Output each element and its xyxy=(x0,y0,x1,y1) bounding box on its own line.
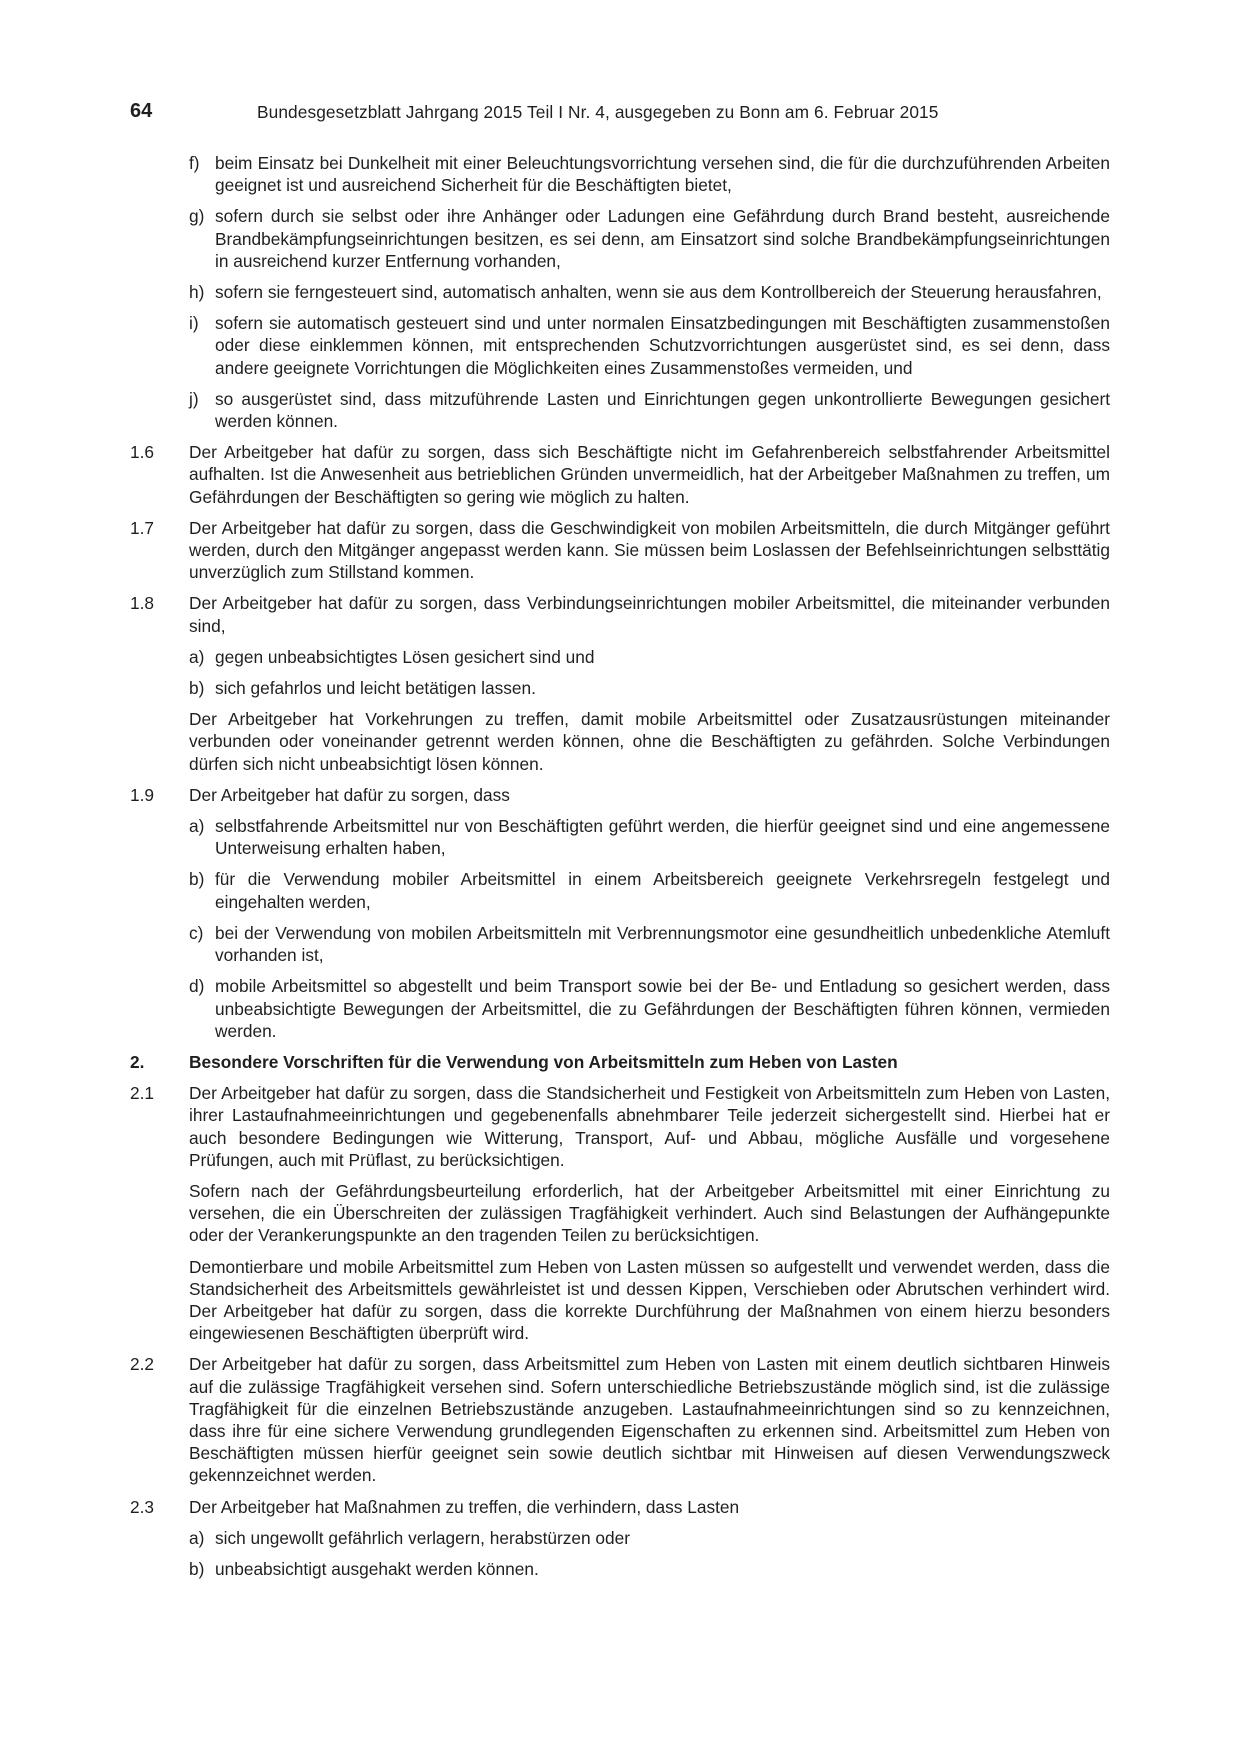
section-number: 1.7 xyxy=(130,517,155,538)
section-1-7 xyxy=(130,517,1110,584)
section-1-8 xyxy=(130,592,1110,636)
list-item-label: j) xyxy=(189,388,199,409)
list-item xyxy=(189,152,1110,196)
section-text: Der Arbeitgeber hat Maßnahmen zu treffen, die verhindern, dass Lasten xyxy=(189,1496,740,1517)
section-2-2 xyxy=(130,1353,1110,1486)
list-item-label: f) xyxy=(189,153,200,173)
list-item-label: h) xyxy=(189,282,205,303)
list-item xyxy=(189,312,1110,379)
section-number: 2. xyxy=(130,1051,145,1072)
list-item-text: gegen unbeabsichtigtes Lösen gesichert sind und xyxy=(215,646,595,667)
list-item-label: b) xyxy=(189,869,205,890)
list-item-text: sich gefahrlos und leicht betätigen lassen. xyxy=(215,678,536,699)
list-item-label: g) xyxy=(189,206,205,227)
section-text: Der Arbeitgeber hat dafür zu sorgen, dass sich Beschäftigte nicht im Gefahrenbereich selbstfahrender Arbeitsmittel aufhalten. Ist die Anwesenheit aus betrieblichen Gründen unvermeidlich, hat der Arbeitgeber Maßnahmen zu treffen, um Gefährdungen der Beschäftigten so gering wie möglich zu halten. xyxy=(189,442,1110,507)
section-number: 1.6 xyxy=(130,442,155,463)
list-item-label: a) xyxy=(189,646,205,667)
list-item-text: beim Einsatz bei Dunkelheit mit einer Beleuchtungsvorrichtung versehen sind, die für die durchzuführenden Arbeiten geeignet ist und ausreichend Sicherheit für die Beschäftigten bietet, xyxy=(215,153,1110,196)
list-item xyxy=(189,1527,1110,1549)
section-paragraph: Sofern nach der Gefährdungsbeurteilung erforderlich, hat der Arbeitgeber Arbeitsmittel mit einer Einrichtung zu versehen, die ein Überschreiten der zulässigen Tragfähigkeit verhindert. Auch sind Belastungen der Aufhängepunkte oder der Verankerungspunkte an den tragenden Teilen zu berücksichtigen. xyxy=(189,1180,1110,1246)
list-item-text: sofern sie ferngesteuert sind, automatisch anhalten, wenn sie aus dem Kontrollbereich der Steuerung herausfahren, xyxy=(215,282,1102,303)
section-text: Der Arbeitgeber hat dafür zu sorgen, dass Arbeitsmittel zum Heben von Lasten mit einem deutlich sichtbaren Hinweis auf die zulässige Tragfähigkeit versehen sind. Sofern unterschiedliche Betriebszustände möglich sind, ist die zulässige Tragfähigkeit für die einzelnen Betriebszustände anzugeben. Lastaufnahmeeinrichtungen sind so zu kennzeichnen, dass ihre für eine sichere Verwendung grundlegenden Eigenschaften zu erkennen sind. Arbeitsmittel zum Heben von Beschäftigten müssen hierfür geeignet sein sowie deutlich sichtbar mit Hinweisen auf diesen Verwendungszweck gekennzeichnet werden. xyxy=(189,1354,1110,1486)
list-item xyxy=(189,388,1110,432)
list-item xyxy=(189,677,1110,699)
list-item-text: bei der Verwendung von mobilen Arbeitsmitteln mit Verbrennungsmotor eine gesundheitlich unbedenkliche Atemluft vorhanden ist, xyxy=(215,922,1110,966)
section-2-1 xyxy=(130,1082,1110,1171)
section-heading xyxy=(130,1051,1110,1073)
list-item-label: i) xyxy=(189,313,199,334)
list-item-label: c) xyxy=(189,922,204,943)
document-body xyxy=(130,152,1110,1580)
list-item-label: a) xyxy=(189,816,205,837)
list-item-text: unbeabsichtigt ausgehakt werden können. xyxy=(215,1558,539,1579)
section-1-6 xyxy=(130,441,1110,508)
section-text: Der Arbeitgeber hat dafür zu sorgen, dass Verbindungseinrichtungen mobiler Arbeitsmittel, die miteinander verbunden sind, xyxy=(189,593,1110,636)
list-item-label: a) xyxy=(189,1527,205,1548)
section-text: Der Arbeitgeber hat dafür zu sorgen, dass xyxy=(189,784,510,805)
section-title: Besondere Vorschriften für die Verwendung von Arbeitsmitteln zum Heben von Lasten xyxy=(189,1051,898,1072)
section-text: Der Arbeitgeber hat dafür zu sorgen, dass die Standsicherheit und Festigkeit von Arbeitsmitteln zum Heben von Lasten, ihrer Lastaufnahmeeinrichtungen und gegebenenfalls abnehmbarer Teile jederzeit sichergestellt sind. Hierbei hat er auch besondere Bedingungen wie Witterung, Transport, Auf- und Abbau, mögliche Ausfälle und vorgesehene Prüfungen, auch mit Prüflast, zu berücksichtigen. xyxy=(189,1083,1110,1170)
list-item-text: sofern sie automatisch gesteuert sind und unter normalen Einsatzbedingungen mit Beschäftigten zusammenstoßen oder diese einklemmen können, mit entsprechenden Schutzvorrichtungen ausgerüstet sind, es sei denn, dass andere geeignete Vorrichtungen die Möglichkeiten eines Zusammenstoßes vermeiden, und xyxy=(215,313,1110,378)
section-1-9 xyxy=(130,784,1110,806)
section-number: 2.2 xyxy=(130,1354,155,1375)
list-item-label: d) xyxy=(189,976,205,997)
section-number: 1.9 xyxy=(130,784,155,805)
list-item xyxy=(189,975,1110,1042)
list-item-label: b) xyxy=(189,678,205,699)
section-2-3 xyxy=(130,1496,1110,1518)
section-text: Der Arbeitgeber hat dafür zu sorgen, dass die Geschwindigkeit von mobilen Arbeitsmitteln, die durch Mitgänger geführt werden, durch den Mitgänger angepasst werden kann. Sie müssen beim Loslassen der Befehlseinrichtungen selbsttätig unverzüglich zum Stillstand kommen. xyxy=(189,517,1110,583)
list-item-text: selbstfahrende Arbeitsmittel nur von Beschäftigten geführt werden, die hierfür geeignet sind und eine angemessene Unterweisung erhalten haben, xyxy=(215,816,1110,859)
section-number: 2.3 xyxy=(130,1496,155,1517)
list-item-text: sich ungewollt gefährlich verlagern, herabstürzen oder xyxy=(215,1527,630,1548)
running-head: Bundesgesetzblatt Jahrgang 2015 Teil I Nr. 4, ausgegeben zu Bonn am 6. Februar 2015 xyxy=(257,102,939,122)
page-header xyxy=(130,100,1110,126)
list-item-text: sofern durch sie selbst oder ihre Anhänger oder Ladungen eine Gefährdung durch Brand besteht, ausreichende Brandbekämpfungseinrichtungen besitzen, es sei denn, am Einsatzort sind solche Brandbekämpfungseinrichtungen in ausreichend kurzer Entfernung vorhanden, xyxy=(215,206,1110,271)
section-number: 2.1 xyxy=(130,1083,155,1104)
page-number: 64 xyxy=(130,100,153,122)
list-item-text: so ausgerüstet sind, dass mitzuführende Lasten und Einrichtungen gegen unkontrollierte Bewegungen gesichert werden können. xyxy=(215,388,1110,432)
section-number: 1.8 xyxy=(130,593,155,614)
list-item-text: mobile Arbeitsmittel so abgestellt und beim Transport sowie bei der Be- und Entladung so gesichert werden, dass unbeabsichtigte Bewegungen der Arbeitsmittel, die zu Gefährdungen der Beschäftigten führen können, vermieden werden. xyxy=(215,976,1110,1041)
list-item-text: für die Verwendung mobiler Arbeitsmittel in einem Arbeitsbereich geeignete Verkehrsregeln festgelegt und eingehalten werden, xyxy=(215,869,1110,912)
section-paragraph: Demontierbare und mobile Arbeitsmittel zum Heben von Lasten müssen so aufgestellt und verwendet werden, dass die Standsicherheit des Arbeitsmittels gewährleistet ist und dessen Kippen, Verschieben oder Abrutschen verhindert wird. Der Arbeitgeber hat dafür zu sorgen, dass die korrekte Durchführung der Maßnahmen von einem hierzu besonders eingewiesenen Beschäftigten überprüft wird. xyxy=(189,1256,1110,1344)
list-item xyxy=(189,646,1110,668)
section-paragraph: Der Arbeitgeber hat Vorkehrungen zu treffen, damit mobile Arbeitsmittel oder Zusatzausrüstungen miteinander verbunden oder voneinander getrennt werden können, ohne die Beschäftigten zu gefährden. Solche Verbindungen dürfen sich nicht unbeabsichtigt lösen können. xyxy=(189,709,1110,774)
list-item xyxy=(189,868,1110,912)
list-item xyxy=(189,1558,1110,1580)
list-item xyxy=(189,815,1110,859)
list-item xyxy=(189,922,1110,966)
list-item xyxy=(189,205,1110,272)
list-item xyxy=(189,281,1110,303)
list-item-label: b) xyxy=(189,1558,205,1579)
